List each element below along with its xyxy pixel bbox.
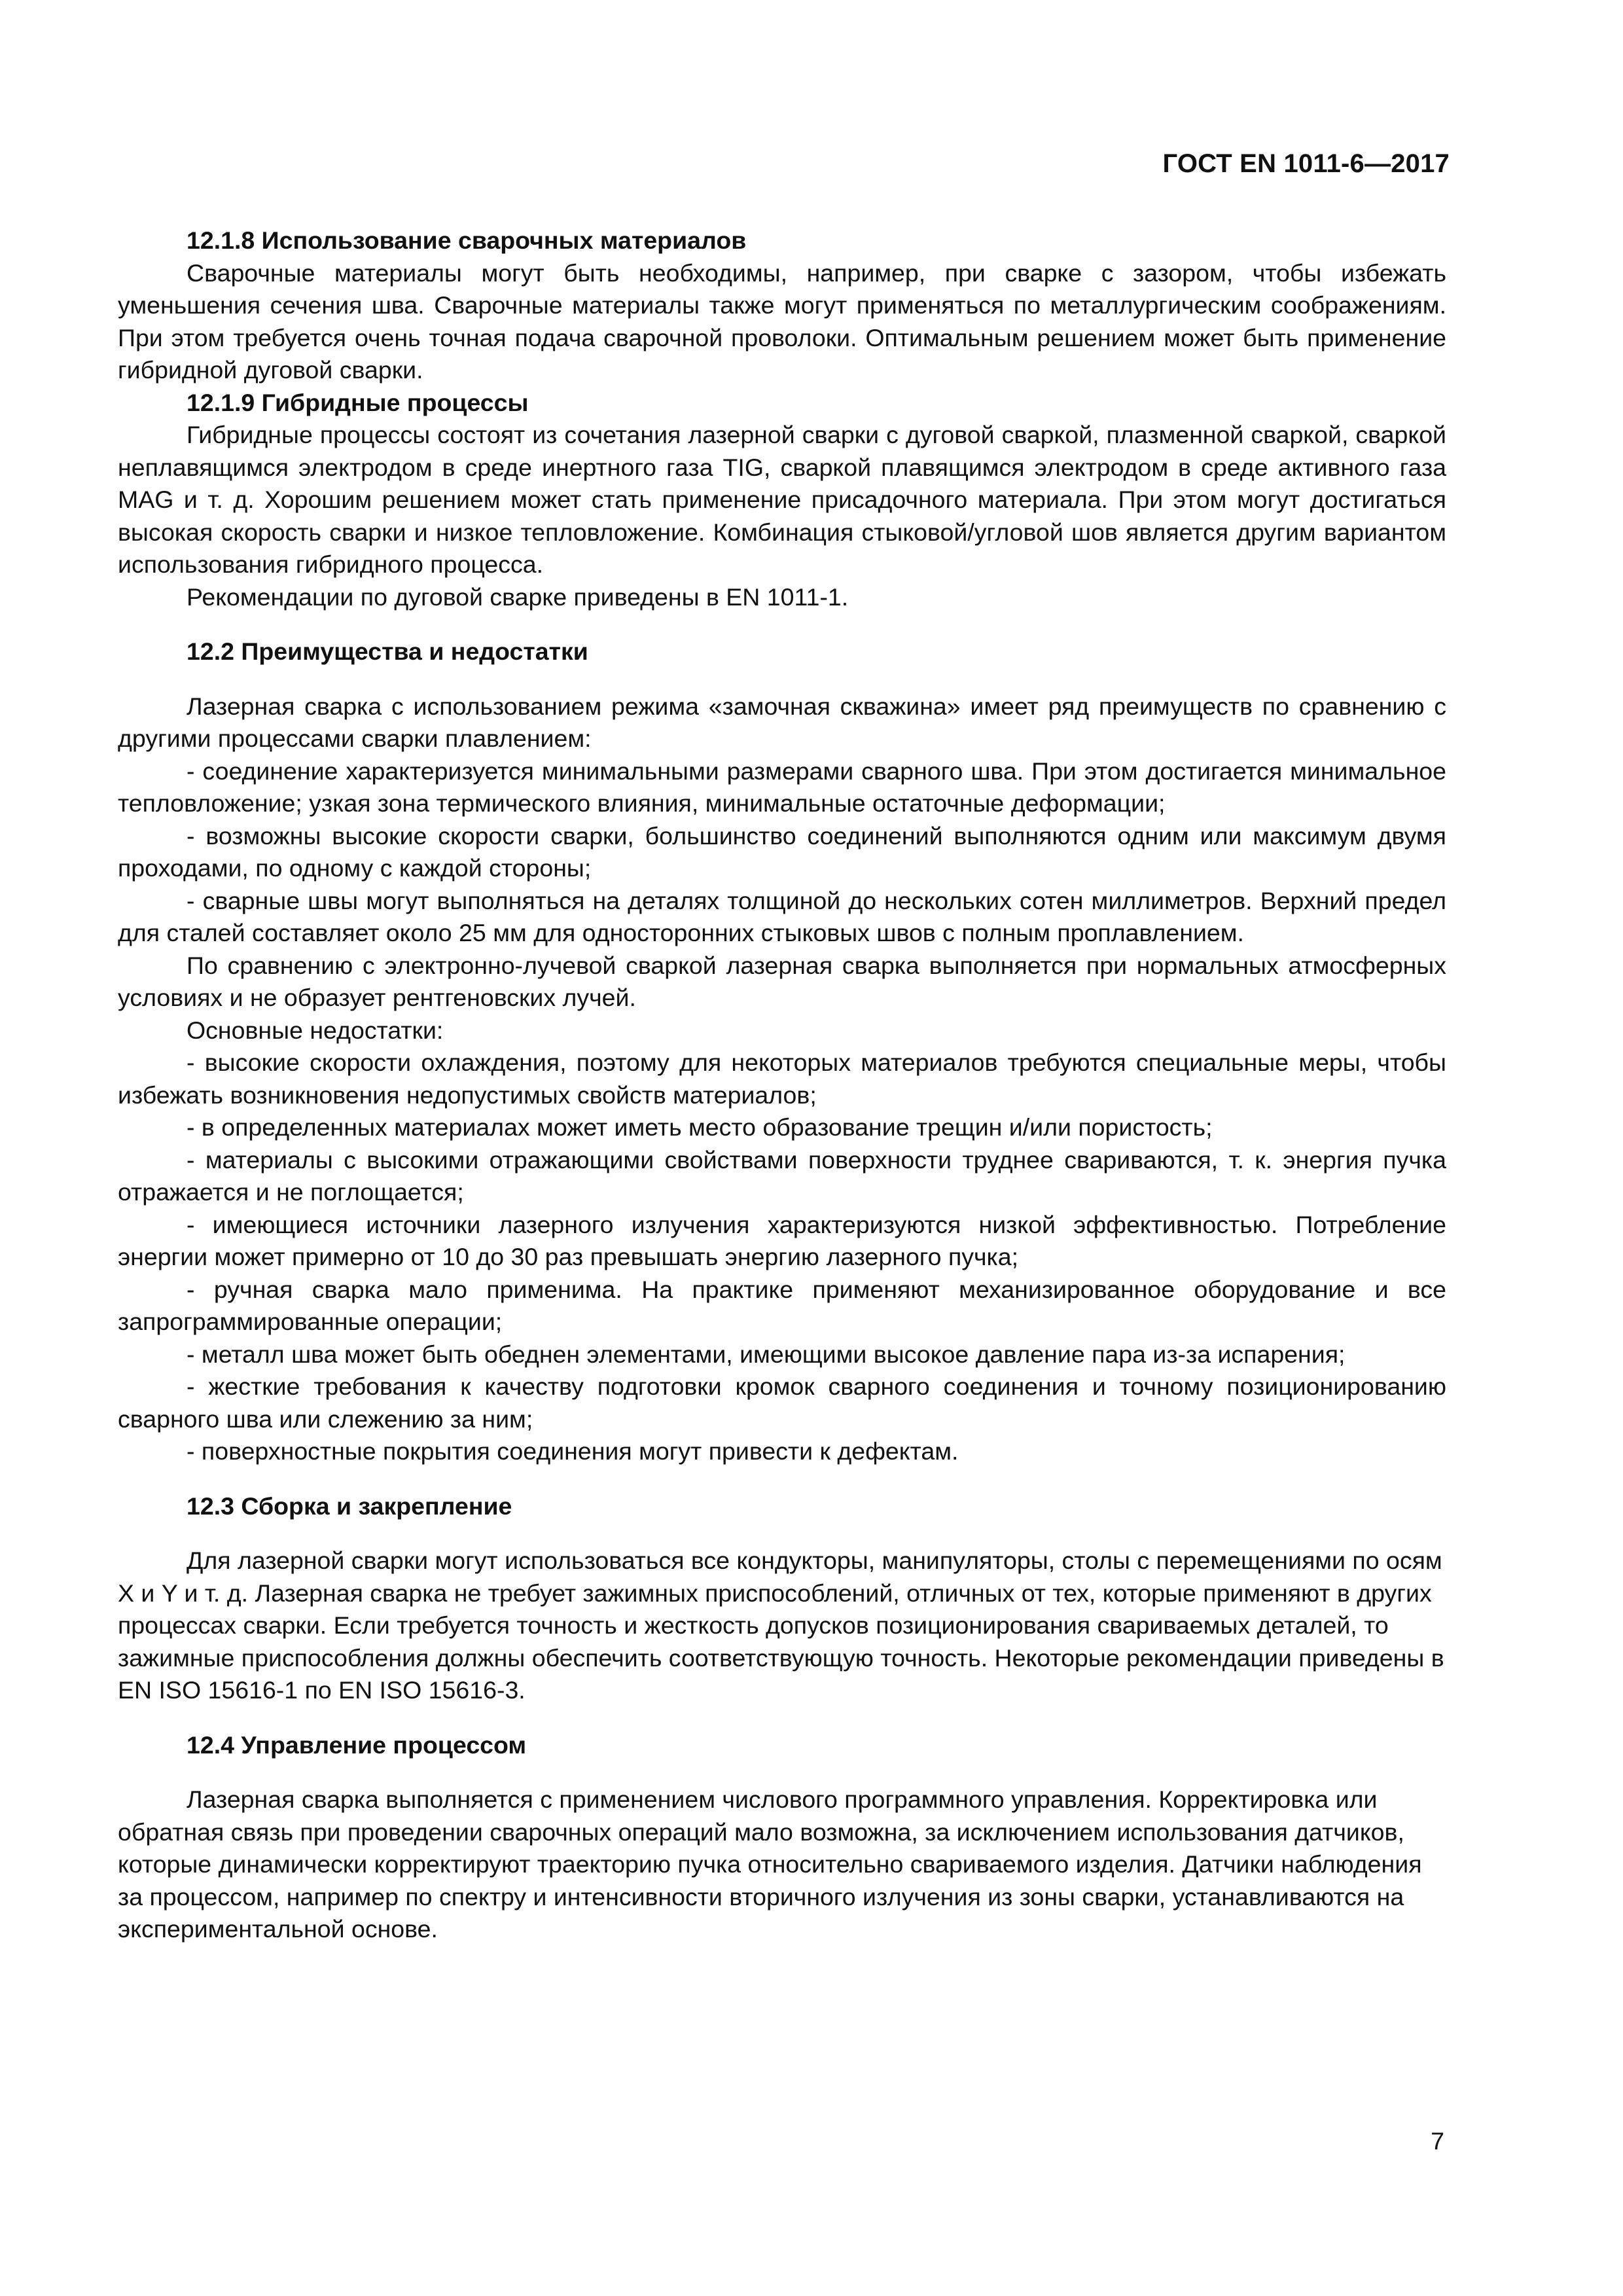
list-item: - металл шва может быть обеднен элементами, имеющими высокое давление пара из-за испарения; <box>187 1340 1346 1368</box>
list-item: - в определенных материалах может иметь место образование трещин и/или пористость; <box>187 1113 1213 1141</box>
list-item: - материалы с высокими отражающими свойствами поверхности труднее свариваются, т. к. энергия пучка отражается и не поглощается; <box>118 1145 1446 1206</box>
paragraph: Для лазерной сварки могут использоваться все кондукторы, манипуляторы, столы с перемещениями по осям X и Y и т. д. Лазерная сварка не требует зажимных приспособлений, отличных от тех, которые применяют в других процессах сварки. Если требуется точность и жесткость допусков позиционирования свариваемых деталей, то зажимные приспособления должны обеспечить соответствующую точность. Некоторые рекомендации приведены в EN ISO 15616-1 по EN ISO 15616-3. <box>118 1547 1444 1704</box>
paragraph: Сварочные материалы могут быть необходимы, например, при сварке с зазором, чтобы избежать уменьшения сечения шва. Сварочные материалы также могут применяться по металлургическим соображениям. При этом требуется очень точная подача сварочной проволоки. Оптимальным решением может быть применение гибридной дуговой сварки. <box>118 259 1446 384</box>
paragraph: Гибридные процессы состоят из сочетания лазерной сварки с дуговой сваркой, плазменной сваркой, сваркой неплавящимся электродом в среде инертного газа TIG, сваркой плавящимся электродом в среде активного газа MAG и т. д. Хорошим решением может стать применение присадочного материала. При этом могут достигаться высокая скорость сварки и низкое тепловложение. Комбинация стыковой/угловой шов является другим вариантом использования гибридного процесса. <box>118 421 1446 578</box>
paragraph: Основные недостатки: <box>187 1016 444 1044</box>
list-item: - соединение характеризуется минимальными размерами сварного шва. При этом достигается минимальное тепловложение; узкая зона термического влияния, минимальные остаточные деформации; <box>118 757 1446 817</box>
document-code-header: ГОСТ EN 1011-6—2017 <box>1162 149 1450 178</box>
paragraph: Лазерная сварка с использованием режима «замочная скважина» имеет ряд преимуществ по сравнению с другими процессами сварки плавлением: <box>118 692 1446 752</box>
section-heading-12-1-9: 12.1.9 Гибридные процессы <box>187 388 529 416</box>
paragraph: Лазерная сварка выполняется с применением числового программного управления. Корректировка или обратная связь при проведении сварочных операций мало возможна, за исключением использования датчиков, которые динамически корректируют траекторию пучка относительно свариваемого изделия. Датчики наблюдения за процессом, например по спектру и интенсивности вторичного излучения из зоны сварки, устанавливаются на экспериментальной основе. <box>118 1785 1422 1943</box>
paragraph: По сравнению с электронно-лучевой сваркой лазерная сварка выполняется при нормальных атмосферных условиях и не образует рентгеновских лучей. <box>118 951 1446 1011</box>
paragraph: Рекомендации по дуговой сварке приведены в EN 1011-1. <box>187 583 849 611</box>
list-item: - высокие скорости охлаждения, поэтому для некоторых материалов требуются специальные меры, чтобы избежать возникновения недопустимых свойств материалов; <box>118 1049 1446 1109</box>
list-item: - поверхностные покрытия соединения могут привести к дефектам. <box>187 1437 959 1465</box>
section-heading-12-3: 12.3 Сборка и закрепление <box>187 1492 512 1520</box>
list-item: - жесткие требования к качеству подготовки кромок сварного соединения и точному позиционированию сварного шва или слежению за ним; <box>118 1372 1446 1433</box>
list-item: - ручная сварка мало применима. На практике применяют механизированное оборудование и все запрограммированные операции; <box>118 1275 1446 1335</box>
page-number: 7 <box>1431 2127 1444 2155</box>
list-item: - возможны высокие скорости сварки, большинство соединений выполняются одним или максимум двумя проходами, по одному с каждой стороны; <box>118 821 1446 882</box>
list-item: - имеющиеся источники лазерного излучения характеризуются низкой эффективностью. Потребление энергии может примерно от 10 до 30 раз превышать энергию лазерного пучка; <box>118 1210 1446 1270</box>
document-body <box>118 224 1446 1946</box>
section-heading-12-1-8: 12.1.8 Использование сварочных материалов <box>187 226 747 254</box>
section-heading-12-4: 12.4 Управление процессом <box>187 1731 527 1759</box>
list-item: - сварные швы могут выполняться на деталях толщиной до нескольких сотен миллиметров. Верхний предел для сталей составляет около 25 мм для односторонних стыковых швов с полным проплавлением. <box>118 886 1446 946</box>
section-heading-12-2: 12.2 Преимущества и недостатки <box>187 637 588 665</box>
